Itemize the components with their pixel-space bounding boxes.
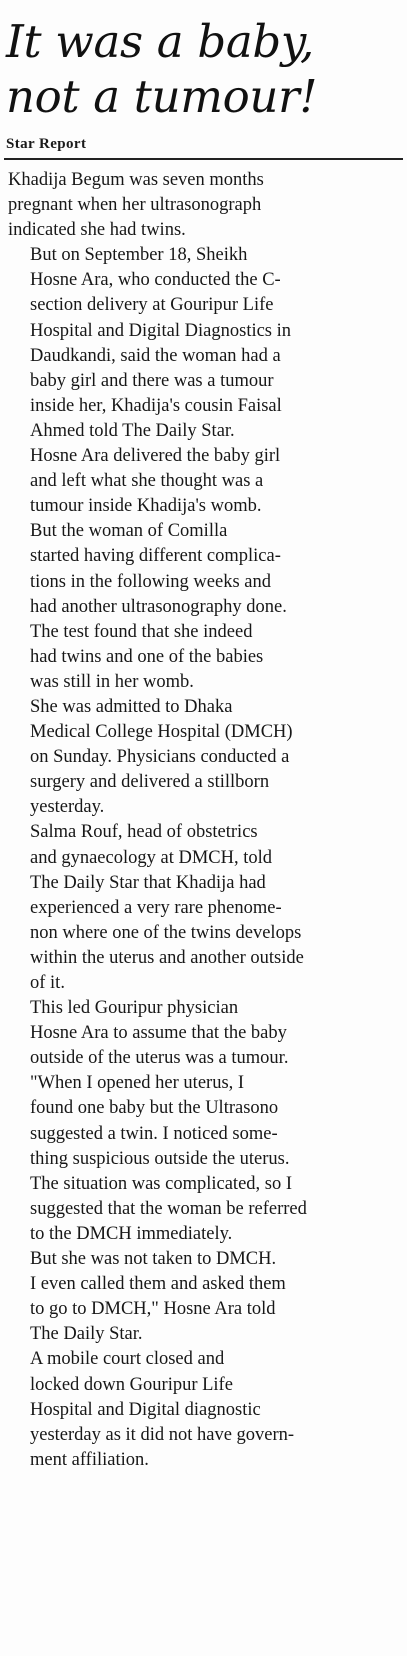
paragraph-line: indicated she had twins. <box>8 220 186 241</box>
article-paragraph <box>8 243 401 444</box>
paragraph-line: to the DMCH immediately. <box>30 1223 233 1244</box>
paragraph-line: baby girl and there was a tumour <box>30 370 274 391</box>
paragraph-line: section delivery at Gouripur Life <box>30 295 274 316</box>
paragraph-line: Khadija Begum was seven months <box>8 170 264 190</box>
byline: Star Report <box>6 136 87 152</box>
paragraph-line: started having different complica- <box>30 546 281 567</box>
paragraph-line: A mobile court closed and <box>30 1349 225 1370</box>
paragraph-line: of it. <box>30 973 65 993</box>
article-paragraph <box>8 519 401 619</box>
paragraph-line: inside her, Khadija's cousin Faisal <box>30 395 282 416</box>
paragraph-line: and gynaecology at DMCH, told <box>30 847 272 868</box>
paragraph-line: Salma Rouf, head of obstetrics <box>30 822 258 843</box>
paragraph-line: locked down Gouripur Life <box>30 1374 233 1395</box>
headline-line: It was a baby, <box>6 15 315 68</box>
paragraph-line: The Daily Star that Khadija had <box>30 872 266 893</box>
paragraph-line: "When I opened her uterus, I <box>30 1073 245 1094</box>
article-paragraph <box>8 1247 401 1347</box>
article-paragraph <box>8 620 401 695</box>
paragraph-line: non where one of the twins develops <box>30 922 302 943</box>
article-paragraph <box>8 996 401 1071</box>
paragraph-line: But the woman of Comilla <box>30 521 228 542</box>
article-body <box>0 160 407 1473</box>
paragraph-line: within the uterus and another outside <box>30 947 304 968</box>
paragraph-line: yesterday. <box>30 797 105 818</box>
article-paragraph <box>8 1347 401 1472</box>
paragraph-line: Hospital and Digital diagnostic <box>30 1399 261 1420</box>
headline <box>0 0 407 124</box>
paragraph-line: to go to DMCH," Hosne Ara told <box>30 1299 276 1320</box>
article-paragraph <box>8 444 401 519</box>
paragraph-line: outside of the uterus was a tumour. <box>30 1048 289 1069</box>
paragraph-line: tions in the following weeks and <box>30 571 271 592</box>
paragraph-line: on Sunday. Physicians conducted a <box>30 747 290 768</box>
paragraph-line: But she was not taken to DMCH. <box>30 1249 277 1270</box>
paragraph-line: experienced a very rare phenome- <box>30 897 282 918</box>
article-paragraph <box>8 820 401 996</box>
paragraph-line: Hospital and Digital Diagnostics in <box>30 320 292 341</box>
paragraph-line: But on September 18, Sheikh <box>30 245 248 266</box>
paragraph-line: I even called them and asked them <box>30 1274 286 1295</box>
paragraph-line: thing suspicious outside the uterus. <box>30 1148 290 1169</box>
paragraph-line: Hosne Ara, who conducted the C- <box>30 270 281 291</box>
paragraph-line: suggested a twin. I noticed some- <box>30 1123 278 1144</box>
paragraph-line: had twins and one of the babies <box>30 646 264 667</box>
paragraph-line: Hosne Ara to assume that the baby <box>30 1023 287 1044</box>
paragraph-line: Medical College Hospital (DMCH) <box>30 722 293 743</box>
paragraph-line: suggested that the woman be referred <box>30 1198 307 1219</box>
paragraph-line: The situation was complicated, so I <box>30 1173 293 1194</box>
article-paragraph <box>8 168 401 243</box>
paragraph-line: surgery and delivered a stillborn <box>30 772 270 793</box>
paragraph-line: yesterday as it did not have govern- <box>30 1424 295 1445</box>
paragraph-line: and left what she thought was a <box>30 471 264 492</box>
paragraph-line: tumour inside Khadija's womb. <box>30 496 262 517</box>
paragraph-line: Hosne Ara delivered the baby girl <box>30 446 281 467</box>
paragraph-line: The test found that she indeed <box>30 621 253 642</box>
headline-line: not a tumour! <box>6 70 318 123</box>
paragraph-line: was still in her womb. <box>30 671 194 692</box>
paragraph-line: She was admitted to Dhaka <box>30 696 233 717</box>
paragraph-line: found one baby but the Ultrasono <box>30 1098 279 1119</box>
paragraph-line: had another ultrasonography done. <box>30 596 287 617</box>
article-paragraph <box>8 1071 401 1247</box>
paragraph-line: The Daily Star. <box>30 1324 143 1345</box>
paragraph-line: pregnant when her ultrasonograph <box>8 195 262 216</box>
paragraph-line: Ahmed told The Daily Star. <box>30 420 235 441</box>
paragraph-line: Daudkandi, said the woman had a <box>30 345 281 366</box>
paragraph-line: ment affiliation. <box>30 1449 149 1470</box>
paragraph-line: This led Gouripur physician <box>30 998 239 1019</box>
article-paragraph <box>8 695 401 820</box>
